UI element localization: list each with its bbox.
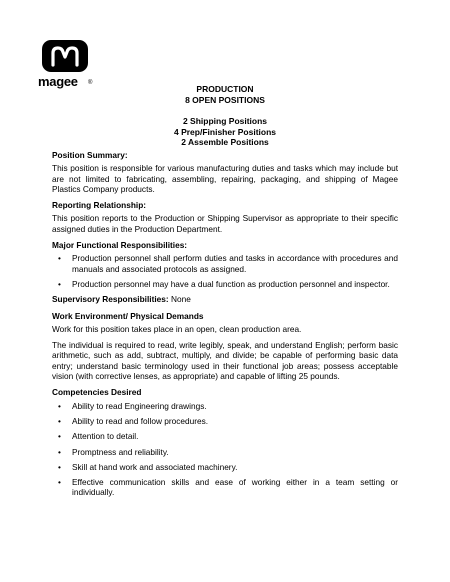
logo-wordmark: magee — [38, 74, 78, 89]
bullet-icon: • — [58, 278, 61, 289]
summary-text: This position is responsible for various manufacturing duties and tasks which may include but are not limited to fabricating, assembling, repairing, packaging, and shipping of Magee Plastics Company products. — [52, 163, 398, 194]
supervisory-label: Supervisory Responsibilities: — [52, 294, 169, 305]
header-position-shipping: 2 Shipping Positions — [182, 116, 268, 126]
reporting-text: This position reports to the Production or Shipping Supervisor as appropriate to their specific assigned duties in the Production Department. — [52, 213, 398, 234]
list-item-text: Promptness and reliability. — [72, 446, 169, 457]
registered-mark: ® — [88, 80, 93, 86]
header-position-prep: 4 Prep/Finisher Positions — [173, 126, 277, 137]
bullet-icon: • — [58, 415, 61, 426]
environment-text-1: Work for this position takes place in an open, clean production area. — [52, 323, 302, 334]
supervisory-value: None — [170, 294, 191, 305]
company-logo — [38, 40, 96, 90]
list-item — [52, 477, 398, 498]
list-item — [52, 416, 398, 426]
major-list — [52, 253, 398, 289]
competencies-heading: Competencies Desired — [52, 387, 142, 398]
list-item — [52, 253, 398, 274]
header-position-assemble: 2 Assemble Positions — [181, 137, 269, 147]
supervisory-line — [52, 294, 398, 304]
list-item-text: Attention to detail. — [72, 431, 139, 442]
document-body — [52, 150, 398, 503]
environment-heading: Work Environment/ Physical Demands — [52, 310, 204, 321]
list-item-text: Skill at hand work and associated machinery. — [72, 461, 238, 472]
bullet-icon: • — [58, 477, 61, 488]
environment-text-2: The individual is required to read, write legibly, speak, and understand English; perform basic arithmetic, such as add, subtract, multiply, and divide; be capable of performing basic data entry; understand basic terminology used in their functional job areas; possess acceptable vision (with corrective lenses, as appropriate) and capable of lifting 25 pounds. — [52, 340, 398, 382]
bullet-icon: • — [58, 461, 61, 472]
bullet-icon: • — [58, 431, 61, 442]
magee-m-logo-icon — [42, 40, 88, 72]
summary-heading: Position Summary: — [52, 150, 128, 160]
competencies-list — [52, 401, 398, 498]
list-item — [52, 447, 398, 457]
list-item-text: Effective communication skills and ease of working either in a team setting or individually. — [72, 477, 398, 498]
reporting-heading: Reporting Relationship: — [52, 200, 147, 211]
list-item — [52, 279, 398, 289]
document-header — [0, 84, 450, 148]
list-item-text: Ability to read and follow procedures. — [72, 415, 209, 426]
bullet-icon: • — [58, 446, 61, 457]
header-title: PRODUCTION — [196, 84, 254, 94]
list-item-text: Ability to read Engineering drawings. — [72, 400, 207, 411]
list-item — [52, 462, 398, 472]
bullet-icon: • — [58, 400, 61, 411]
list-item-text: Production personnel shall perform duties and tasks in accordance with procedures and manuals and associated protocols as assigned. — [72, 253, 398, 274]
list-item — [52, 401, 398, 411]
header-open-positions: 8 OPEN POSITIONS — [185, 94, 265, 105]
list-item — [52, 431, 398, 441]
bullet-icon: • — [58, 253, 61, 264]
major-heading: Major Functional Responsibilities: — [52, 240, 188, 251]
list-item-text: Production personnel may have a dual function as production personnel and inspector. — [72, 278, 390, 289]
